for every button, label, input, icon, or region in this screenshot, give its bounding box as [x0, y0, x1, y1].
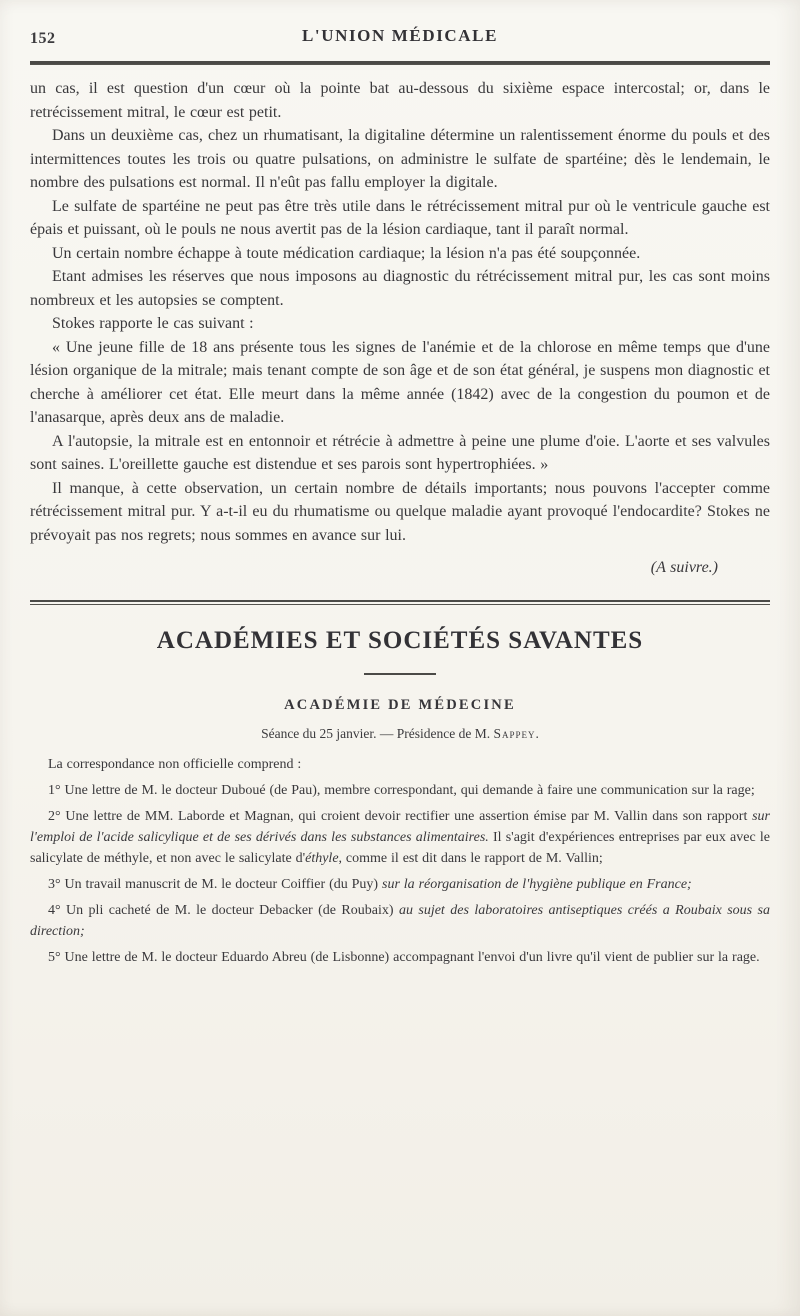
journal-title: L'UNION MÉDICALE: [301, 26, 499, 45]
correspondence-intro: La correspondance non officielle comprend :: [48, 756, 302, 772]
agenda-item: 3° Un travail manuscrit de M. le docteur Coiffier (du Puy) sur la réorganisation de l'hygiène publique en France;: [48, 876, 692, 892]
agenda-item: 1° Une lettre de M. le docteur Duboué (de Pau), membre correspondant, qui demande à faire une communication sur la rage;: [48, 782, 755, 798]
article-paragraph: Il manque, à cette observation, un certain nombre de détails importants; nous pouvons l'accepter comme rétrécissement mitral pur. Y a-t-il eu du rhumatisme ou quelque maladie ayant provoqué l'endocardite? Stokes ne prévoyait pas nos regrets; nous sommes en avance sur lui.: [30, 479, 770, 544]
correspondence-list: [30, 754, 770, 968]
continuation-note: (A suivre.): [650, 559, 718, 576]
section-rule: [30, 600, 770, 605]
page-number: 152: [30, 30, 56, 47]
article-paragraph: un cas, il est question d'un cœur où la pointe bat au-dessous du sixième espace intercostal; or, dans le retrécissement mitral, le cœur est petit.: [30, 80, 770, 121]
article-body: [30, 77, 770, 580]
article-paragraph: Stokes rapporte le cas suivant :: [52, 315, 254, 332]
page-header: [30, 26, 770, 52]
article-paragraph: Un certain nombre échappe à toute médication cardiaque; la lésion n'a pas été soupçonnée.: [52, 244, 641, 262]
agenda-item: 5° Une lettre de M. le docteur Eduardo Abreu (de Lisbonne) accompagnant l'envoi d'un livre qu'il vient de publier sur la rage.: [48, 949, 760, 965]
agenda-item: 2° Une lettre de MM. Laborde et Magnan, qui croient devoir rectifier une assertion émise par M. Vallin dans son rapport sur l'emploi de l'acide salicylique et de ses dérivés dans les substances alimentaires. Il s'agit d'expériences entreprises par eux avec le salicylate de méthyle, et non avec le salicylate d'éthyle, comme il est dit dans le rapport de M. Vallin;: [30, 808, 770, 866]
article-paragraph: A l'autopsie, la mitrale est en entonnoir et rétrécie à admettre à peine une plume d'oie. L'aorte et ses valvules sont saines. L'oreillette gauche est distendue et ses parois sont hypertrophiées. »: [30, 432, 770, 473]
session-president: Sappey: [493, 725, 536, 741]
agenda-item: 4° Un pli cacheté de M. le docteur Debacker (de Roubaix) au sujet des laboratoires antiseptiques créés a Roubaix sous sa direction;: [30, 902, 770, 939]
session-line: [30, 726, 770, 742]
section-title: ACADÉMIES ET SOCIÉTÉS SAVANTES: [156, 626, 644, 654]
session-text: Séance du 25 janvier. — Présidence de M.: [261, 725, 494, 741]
subsection-title: ACADÉMIE DE MÉDECINE: [284, 696, 516, 713]
article-paragraph: Le sulfate de spartéine ne peut pas être très utile dans le rétrécissement mitral pur où le ventricule gauche est épais et puissant, où le pouls ne nous avertit pas de la lésion cardiaque, tant il paraît normal.: [30, 197, 770, 238]
session-suffix: .: [535, 725, 539, 741]
section-divider: [364, 673, 436, 675]
article-paragraph: Etant admises les réserves que nous imposons au diagnostic du rétrécissement mitral pur, les cas sont moins nombreux et les autopsies se comptent.: [30, 268, 770, 309]
societies-section: [30, 627, 770, 968]
article-paragraph: Dans un deuxième cas, chez un rhumatisant, la digitaline détermine un ralentissement énorme du pouls et des intermittences toutes les trois ou quatre pulsations, on administre le sulfate de spartéine; dès le lendemain, le nombre des pulsations est normal. Il n'eût pas fallu employer la digitale.: [30, 127, 770, 191]
article-paragraph: « Une jeune fille de 18 ans présente tous les signes de l'anémie et de la chlorose en même temps que d'une lésion organique de la mitrale; mais tenant compte de son âge et de son état général, je suspens mon diagnostic et cherche à améliorer cet état. Elle meurt dans la même année (1842) avec de la congestion du poumon et de l'anasarque, après deux ans de maladie.: [30, 338, 770, 426]
header-rule: [30, 61, 770, 65]
